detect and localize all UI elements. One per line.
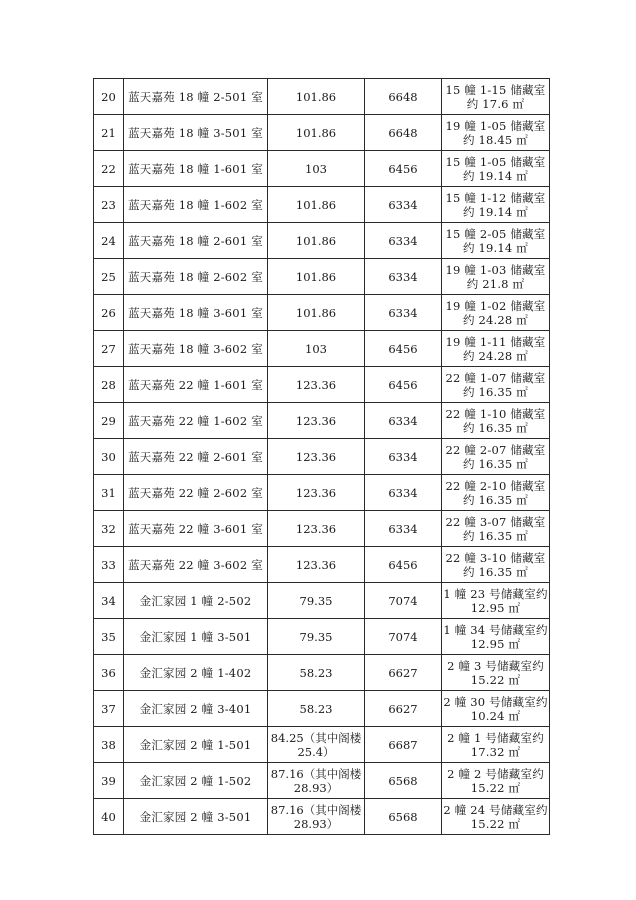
address-cell-text: 蓝天嘉苑 22 幢 1-601 室 <box>128 377 263 392</box>
row-number-text: 25 <box>101 269 116 284</box>
row-number-text: 38 <box>101 737 116 752</box>
storage-cell-text: 2 幢 1 号储藏室约 17.32 ㎡ <box>447 730 544 759</box>
row-number-text: 35 <box>101 629 116 644</box>
address-cell <box>124 151 268 187</box>
price-cell <box>365 223 442 259</box>
address-cell-text: 蓝天嘉苑 18 幢 3-501 室 <box>128 125 263 140</box>
area-cell-text: 123.36 <box>295 413 337 428</box>
area-cell <box>268 295 365 331</box>
price-cell <box>365 511 442 547</box>
storage-cell <box>442 691 550 727</box>
address-cell <box>124 619 268 655</box>
table-row <box>94 547 550 583</box>
storage-cell-text: 22 幢 2-10 储藏室约 16.35 ㎡ <box>445 478 546 507</box>
address-cell-text: 蓝天嘉苑 18 幢 3-602 室 <box>128 341 263 356</box>
price-cell <box>365 619 442 655</box>
address-cell <box>124 799 268 835</box>
address-cell-text: 蓝天嘉苑 22 幢 3-602 室 <box>128 557 263 572</box>
area-cell-text: 101.86 <box>295 233 337 248</box>
row-number <box>94 331 124 367</box>
row-number-text: 24 <box>101 233 116 248</box>
address-cell <box>124 727 268 763</box>
price-cell <box>365 403 442 439</box>
table-row <box>94 583 550 619</box>
table-row <box>94 511 550 547</box>
table-row <box>94 115 550 151</box>
area-cell <box>268 403 365 439</box>
address-cell-text: 蓝天嘉苑 18 幢 1-602 室 <box>128 197 263 212</box>
area-cell <box>268 511 365 547</box>
storage-cell <box>442 295 550 331</box>
price-cell-text: 6687 <box>388 737 418 752</box>
storage-cell-text: 1 幢 34 号储藏室约 12.95 ㎡ <box>443 622 548 651</box>
table-row <box>94 223 550 259</box>
address-cell <box>124 547 268 583</box>
price-cell <box>365 475 442 511</box>
address-cell <box>124 331 268 367</box>
address-cell-text: 金汇家园 2 幢 1-502 <box>139 773 252 788</box>
row-number <box>94 223 124 259</box>
row-number-text: 21 <box>101 125 116 140</box>
price-cell <box>365 187 442 223</box>
price-cell-text: 6334 <box>388 413 418 428</box>
row-number-text: 23 <box>101 197 116 212</box>
area-cell-text: 101.86 <box>295 89 337 104</box>
table-row <box>94 79 550 115</box>
price-cell-text: 6334 <box>388 197 418 212</box>
storage-cell-text: 2 幢 3 号储藏室约 15.22 ㎡ <box>447 658 544 687</box>
price-cell <box>365 79 442 115</box>
storage-cell-text: 19 幢 1-03 储藏室约 21.8 ㎡ <box>445 262 546 291</box>
table-row <box>94 331 550 367</box>
storage-cell-text: 2 幢 2 号储藏室约 15.22 ㎡ <box>447 766 544 795</box>
address-cell-text: 蓝天嘉苑 18 幢 3-601 室 <box>128 305 263 320</box>
storage-cell <box>442 511 550 547</box>
area-cell <box>268 547 365 583</box>
address-cell <box>124 79 268 115</box>
area-cell-text: 101.86 <box>295 305 337 320</box>
row-number-text: 36 <box>101 665 116 680</box>
area-cell <box>268 331 365 367</box>
price-cell-text: 6456 <box>388 341 418 356</box>
storage-cell-text: 15 幢 2-05 储藏室约 19.14 ㎡ <box>445 226 546 255</box>
storage-cell <box>442 403 550 439</box>
row-number <box>94 475 124 511</box>
area-cell-text: 101.86 <box>295 125 337 140</box>
storage-cell <box>442 619 550 655</box>
row-number <box>94 187 124 223</box>
row-number <box>94 439 124 475</box>
row-number <box>94 583 124 619</box>
row-number-text: 29 <box>101 413 116 428</box>
area-cell-text: 123.36 <box>295 557 337 572</box>
price-cell-text: 6334 <box>388 233 418 248</box>
area-cell-text: 87.16（其中阁楼 28.93） <box>270 802 362 831</box>
row-number <box>94 799 124 835</box>
area-cell <box>268 259 365 295</box>
address-cell <box>124 655 268 691</box>
row-number-text: 34 <box>101 593 116 608</box>
price-cell <box>365 727 442 763</box>
area-cell <box>268 367 365 403</box>
address-cell <box>124 763 268 799</box>
address-cell-text: 金汇家园 2 幢 1-402 <box>139 665 252 680</box>
property-table <box>93 78 550 835</box>
area-cell <box>268 655 365 691</box>
storage-cell <box>442 115 550 151</box>
address-cell <box>124 295 268 331</box>
row-number <box>94 727 124 763</box>
table-row <box>94 655 550 691</box>
storage-cell <box>442 583 550 619</box>
address-cell <box>124 259 268 295</box>
storage-cell <box>442 475 550 511</box>
address-cell <box>124 403 268 439</box>
storage-cell-text: 15 幢 1-15 储藏室约 17.6 ㎡ <box>445 82 546 111</box>
price-cell <box>365 655 442 691</box>
address-cell <box>124 187 268 223</box>
storage-cell <box>442 79 550 115</box>
address-cell-text: 蓝天嘉苑 18 幢 2-501 室 <box>128 89 263 104</box>
price-cell-text: 6568 <box>388 773 418 788</box>
property-table-body <box>94 79 550 835</box>
storage-cell <box>442 439 550 475</box>
address-cell-text: 蓝天嘉苑 22 幢 3-601 室 <box>128 521 263 536</box>
area-cell <box>268 619 365 655</box>
address-cell-text: 金汇家园 2 幢 3-401 <box>139 701 252 716</box>
address-cell-text: 蓝天嘉苑 18 幢 2-601 室 <box>128 233 263 248</box>
row-number-text: 33 <box>101 557 116 572</box>
price-cell <box>365 799 442 835</box>
address-cell <box>124 475 268 511</box>
area-cell <box>268 223 365 259</box>
price-cell-text: 6648 <box>388 125 418 140</box>
table-row <box>94 367 550 403</box>
storage-cell <box>442 763 550 799</box>
price-cell-text: 7074 <box>388 593 418 608</box>
row-number-text: 39 <box>101 773 116 788</box>
address-cell-text: 蓝天嘉苑 18 幢 2-602 室 <box>128 269 263 284</box>
address-cell <box>124 367 268 403</box>
row-number <box>94 367 124 403</box>
storage-cell-text: 22 幢 2-07 储藏室约 16.35 ㎡ <box>445 442 546 471</box>
price-cell <box>365 259 442 295</box>
storage-cell-text: 19 幢 1-11 储藏室约 24.28 ㎡ <box>445 334 546 363</box>
address-cell-text: 蓝天嘉苑 22 幢 2-602 室 <box>128 485 263 500</box>
storage-cell <box>442 655 550 691</box>
price-cell <box>365 763 442 799</box>
price-cell <box>365 547 442 583</box>
row-number <box>94 763 124 799</box>
table-row <box>94 403 550 439</box>
row-number <box>94 79 124 115</box>
price-cell <box>365 115 442 151</box>
row-number <box>94 619 124 655</box>
price-cell <box>365 151 442 187</box>
table-row <box>94 151 550 187</box>
area-cell-text: 58.23 <box>299 665 333 680</box>
row-number <box>94 115 124 151</box>
table-row <box>94 691 550 727</box>
storage-cell <box>442 367 550 403</box>
table-row <box>94 295 550 331</box>
row-number-text: 32 <box>101 521 116 536</box>
storage-cell <box>442 727 550 763</box>
area-cell-text: 123.36 <box>295 449 337 464</box>
area-cell <box>268 799 365 835</box>
price-cell <box>365 691 442 727</box>
address-cell-text: 金汇家园 1 幢 2-502 <box>139 593 252 608</box>
price-cell <box>365 331 442 367</box>
address-cell <box>124 115 268 151</box>
address-cell-text: 金汇家园 2 幢 3-501 <box>139 809 252 824</box>
row-number <box>94 691 124 727</box>
storage-cell-text: 15 幢 1-05 储藏室约 19.14 ㎡ <box>445 154 546 183</box>
row-number-text: 20 <box>101 89 116 104</box>
area-cell-text: 79.35 <box>299 629 333 644</box>
address-cell-text: 蓝天嘉苑 22 幢 2-601 室 <box>128 449 263 464</box>
area-cell <box>268 727 365 763</box>
address-cell-text: 金汇家园 1 幢 3-501 <box>139 629 252 644</box>
storage-cell <box>442 223 550 259</box>
address-cell-text: 金汇家园 2 幢 1-501 <box>139 737 252 752</box>
price-cell-text: 6334 <box>388 449 418 464</box>
storage-cell <box>442 547 550 583</box>
area-cell-text: 103 <box>305 161 327 176</box>
row-number <box>94 511 124 547</box>
area-cell-text: 123.36 <box>295 521 337 536</box>
area-cell <box>268 151 365 187</box>
row-number-text: 22 <box>101 161 116 176</box>
table-row <box>94 475 550 511</box>
row-number <box>94 547 124 583</box>
storage-cell-text: 1 幢 23 号储藏室约 12.95 ㎡ <box>443 586 548 615</box>
area-cell <box>268 439 365 475</box>
price-cell <box>365 295 442 331</box>
storage-cell-text: 19 幢 1-05 储藏室约 18.45 ㎡ <box>445 118 546 147</box>
price-cell-text: 7074 <box>388 629 418 644</box>
area-cell <box>268 475 365 511</box>
price-cell-text: 6627 <box>388 701 418 716</box>
table-row <box>94 619 550 655</box>
table-row <box>94 727 550 763</box>
row-number-text: 28 <box>101 377 116 392</box>
row-number <box>94 403 124 439</box>
price-cell-text: 6334 <box>388 305 418 320</box>
row-number-text: 30 <box>101 449 116 464</box>
price-cell-text: 6334 <box>388 521 418 536</box>
storage-cell-text: 22 幢 3-07 储藏室约 16.35 ㎡ <box>445 514 546 543</box>
price-cell-text: 6568 <box>388 809 418 824</box>
storage-cell-text: 22 幢 1-07 储藏室约 16.35 ㎡ <box>445 370 546 399</box>
row-number <box>94 151 124 187</box>
table-row <box>94 799 550 835</box>
area-cell <box>268 583 365 619</box>
table-row <box>94 763 550 799</box>
area-cell <box>268 763 365 799</box>
price-cell-text: 6627 <box>388 665 418 680</box>
price-cell-text: 6334 <box>388 485 418 500</box>
area-cell-text: 58.23 <box>299 701 333 716</box>
row-number-text: 40 <box>101 809 116 824</box>
storage-cell-text: 22 幢 3-10 储藏室约 16.35 ㎡ <box>445 550 546 579</box>
row-number-text: 26 <box>101 305 116 320</box>
table-row <box>94 259 550 295</box>
area-cell <box>268 79 365 115</box>
row-number <box>94 655 124 691</box>
area-cell-text: 123.36 <box>295 485 337 500</box>
price-cell-text: 6456 <box>388 377 418 392</box>
storage-cell-text: 19 幢 1-02 储藏室约 24.28 ㎡ <box>445 298 546 327</box>
storage-cell <box>442 151 550 187</box>
storage-cell-text: 2 幢 30 号储藏室约 10.24 ㎡ <box>443 694 548 723</box>
storage-cell <box>442 259 550 295</box>
storage-cell <box>442 331 550 367</box>
row-number <box>94 295 124 331</box>
address-cell <box>124 583 268 619</box>
row-number-text: 27 <box>101 341 116 356</box>
area-cell-text: 87.16（其中阁楼 28.93） <box>270 766 362 795</box>
price-cell <box>365 583 442 619</box>
storage-cell-text: 2 幢 24 号储藏室约 15.22 ㎡ <box>443 802 548 831</box>
price-cell-text: 6456 <box>388 161 418 176</box>
area-cell <box>268 187 365 223</box>
area-cell-text: 101.86 <box>295 269 337 284</box>
table-row <box>94 439 550 475</box>
area-cell-text: 79.35 <box>299 593 333 608</box>
table-row <box>94 187 550 223</box>
area-cell-text: 101.86 <box>295 197 337 212</box>
address-cell <box>124 439 268 475</box>
storage-cell-text: 15 幢 1-12 储藏室约 19.14 ㎡ <box>445 190 546 219</box>
address-cell-text: 蓝天嘉苑 18 幢 1-601 室 <box>128 161 263 176</box>
price-cell-text: 6456 <box>388 557 418 572</box>
price-cell <box>365 367 442 403</box>
area-cell <box>268 691 365 727</box>
address-cell <box>124 691 268 727</box>
storage-cell <box>442 187 550 223</box>
price-cell <box>365 439 442 475</box>
area-cell <box>268 115 365 151</box>
area-cell-text: 123.36 <box>295 377 337 392</box>
row-number <box>94 259 124 295</box>
price-cell-text: 6648 <box>388 89 418 104</box>
address-cell <box>124 511 268 547</box>
address-cell <box>124 223 268 259</box>
area-cell-text: 84.25（其中阁楼 25.4） <box>270 730 362 759</box>
address-cell-text: 蓝天嘉苑 22 幢 1-602 室 <box>128 413 263 428</box>
storage-cell-text: 22 幢 1-10 储藏室约 16.35 ㎡ <box>445 406 546 435</box>
storage-cell <box>442 799 550 835</box>
row-number-text: 31 <box>101 485 116 500</box>
area-cell-text: 103 <box>305 341 327 356</box>
row-number-text: 37 <box>101 701 116 716</box>
price-cell-text: 6334 <box>388 269 418 284</box>
